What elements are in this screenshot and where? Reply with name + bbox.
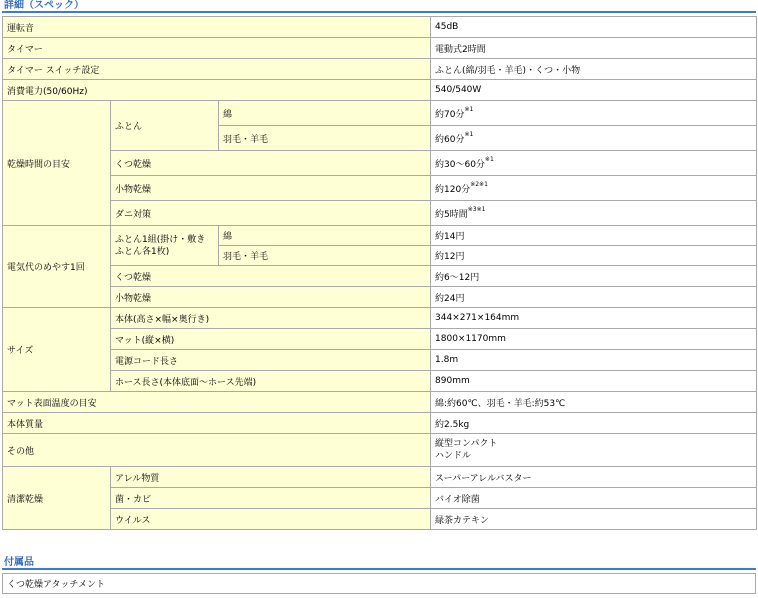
spec-value-body-size: 344×271×164mm xyxy=(431,308,757,329)
spec-sub-mold: 菌・カビ xyxy=(111,488,431,509)
table-row xyxy=(3,329,757,350)
table-row xyxy=(3,509,757,530)
spec-sub-elec-shoes: くつ乾燥 xyxy=(111,266,431,287)
spec-label-size: サイズ xyxy=(3,308,111,392)
table-row xyxy=(3,413,757,434)
spec-value-power: 540/540W xyxy=(431,80,757,101)
table-row xyxy=(3,226,757,246)
spec-label-noise: 運転音 xyxy=(3,17,431,38)
spec-value-drying-mite: 約5時間$^{※3※1}$ xyxy=(431,201,757,226)
table-row xyxy=(3,371,757,392)
spec-sub-hose: ホース長さ(本体底面～ホース先端) xyxy=(111,371,431,392)
spec-table xyxy=(2,16,757,530)
spec-sub-cord: 電源コード長さ xyxy=(111,350,431,371)
table-row xyxy=(3,308,757,329)
spec-sub-futon: ふとん xyxy=(111,101,219,151)
spec-value-drying-small: 約120分$^{※2※1}$ xyxy=(431,176,757,201)
spec-label-other: その他 xyxy=(3,434,431,467)
spec-value-mat-size: 1800×1170mm xyxy=(431,329,757,350)
table-row xyxy=(3,201,757,226)
spec-value-elec-cotton: 約14円 xyxy=(431,226,757,246)
table-row xyxy=(3,434,757,467)
spec-sub-body-size: 本体(高さ×幅×奥行き) xyxy=(111,308,431,329)
spec-value-timer-switch: ふとん(綿/羽毛・羊毛)・くつ・小物 xyxy=(431,59,757,80)
table-row xyxy=(3,488,757,509)
spec-value-elec-shoes: 約6～12円 xyxy=(431,266,757,287)
spec-value-drying-shoes: 約30～60分$^{※1}$ xyxy=(431,151,757,176)
spec-sub-elec-small: 小物乾燥 xyxy=(111,287,431,308)
spec-sub-allergen: アレル物質 xyxy=(111,467,431,488)
spec-value-weight: 約2.5kg xyxy=(431,413,757,434)
spec-value-mold: バイオ除菌 xyxy=(431,488,757,509)
spec-label-timer: タイマー xyxy=(3,38,431,59)
table-row xyxy=(3,574,756,594)
table-row xyxy=(3,176,757,201)
spec-sub-mite: ダニ対策 xyxy=(111,201,431,226)
spec-value-cord: 1.8m xyxy=(431,350,757,371)
table-row xyxy=(3,467,757,488)
spec-value-other: 縦型コンパクト ハンドル xyxy=(431,434,757,467)
spec-value-drying-cotton: 約70分$^{※1}$ xyxy=(431,101,757,126)
spec-label-electricity: 電気代のめやす1回 xyxy=(3,226,111,308)
spec-label-timer-switch: タイマー スイッチ設定 xyxy=(3,59,431,80)
spec-label-clean-dry: 清潔乾燥 xyxy=(3,467,111,530)
table-row xyxy=(3,59,757,80)
spec-value-noise: 45dB xyxy=(431,17,757,38)
spec-value-elec-down: 約12円 xyxy=(431,246,757,266)
spec-sub-cotton: 綿 xyxy=(219,101,431,126)
spec-sub-virus: ウイルス xyxy=(111,509,431,530)
spec-sub-shoes: くつ乾燥 xyxy=(111,151,431,176)
spec-section-heading: 詳細（スペック） xyxy=(2,0,756,13)
spec-sub-futon-set: ふとん1組(掛け・敷き ふとん各1枚) xyxy=(111,226,219,266)
spec-label-power: 消費電力(50/60Hz) xyxy=(3,80,431,101)
spec-label-drying-time: 乾燥時間の目安 xyxy=(3,101,111,226)
table-row xyxy=(3,287,757,308)
table-row xyxy=(3,80,757,101)
spec-value-allergen: スーパーアレルバスター xyxy=(431,467,757,488)
table-row xyxy=(3,350,757,371)
accessories-table xyxy=(2,573,756,594)
table-row xyxy=(3,392,757,413)
table-row xyxy=(3,38,757,59)
table-row xyxy=(3,17,757,38)
table-row xyxy=(3,266,757,287)
accessories-section-heading: 付属品 xyxy=(2,557,756,570)
spec-sub-small: 小物乾燥 xyxy=(111,176,431,201)
accessory-item: くつ乾燥アタッチメント xyxy=(3,574,756,594)
table-row xyxy=(3,151,757,176)
spec-label-mat-temp: マット表面温度の目安 xyxy=(3,392,431,413)
spec-value-virus: 緑茶カテキン xyxy=(431,509,757,530)
spec-sub-mat-size: マット(縦×横) xyxy=(111,329,431,350)
spec-label-weight: 本体質量 xyxy=(3,413,431,434)
spec-sub-down: 羽毛・羊毛 xyxy=(219,126,431,151)
spec-sub-elec-down: 羽毛・羊毛 xyxy=(219,246,431,266)
spec-sub-elec-cotton: 綿 xyxy=(219,226,431,246)
spec-value-drying-down: 約60分$^{※1}$ xyxy=(431,126,757,151)
spec-value-hose: 890mm xyxy=(431,371,757,392)
spec-value-mat-temp: 綿:約60℃、羽毛・羊毛:約53℃ xyxy=(431,392,757,413)
spec-value-timer: 電動式2時間 xyxy=(431,38,757,59)
table-row xyxy=(3,101,757,126)
spec-value-elec-small: 約24円 xyxy=(431,287,757,308)
